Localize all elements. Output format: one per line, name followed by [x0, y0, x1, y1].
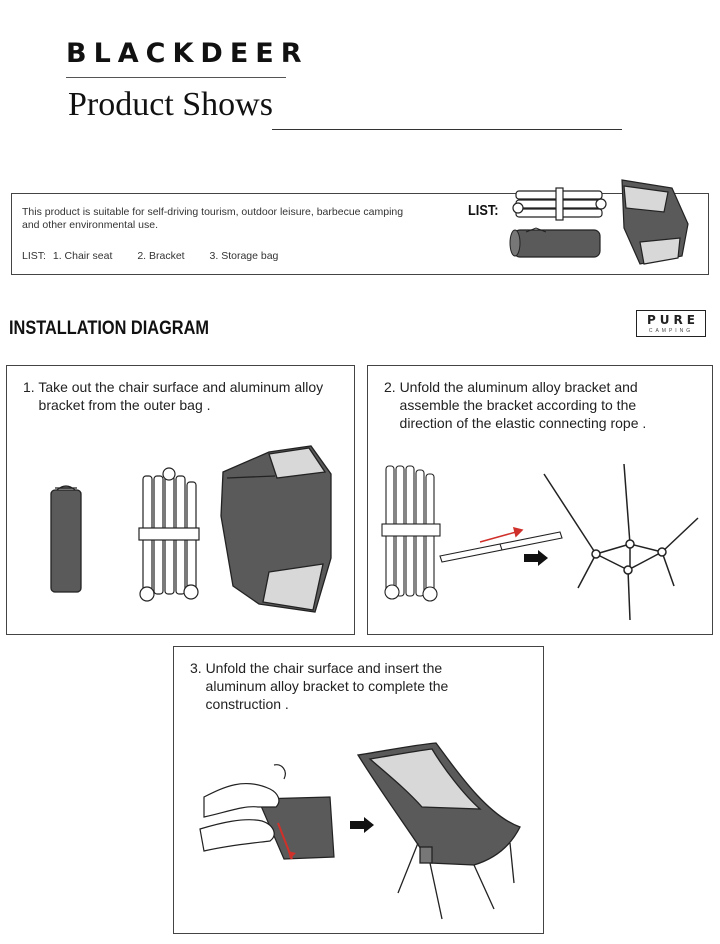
step-2-illustration — [368, 366, 714, 636]
folded-bracket-icon — [513, 188, 606, 220]
step-1-illustration — [7, 366, 356, 636]
package-illustration — [12, 194, 710, 276]
chair-seat-icon — [622, 180, 688, 264]
step-1-line-2: bracket from the outer bag . — [23, 397, 211, 413]
installation-title: INSTALLATION DIAGRAM — [9, 318, 209, 339]
chair-seat-icon — [221, 446, 331, 612]
folded-bracket-icon — [139, 468, 199, 601]
assembled-frame-icon — [544, 464, 698, 620]
next-step-arrow-icon — [524, 550, 548, 566]
step-3-line-2: aluminum alloy bracket to complete the — [190, 678, 449, 694]
step-1-panel — [6, 365, 355, 635]
storage-bag-icon — [510, 228, 600, 257]
step-2-line-2: assemble the bracket according to the — [384, 397, 637, 413]
page-title: Product Shows — [68, 86, 273, 123]
storage-bag-icon — [51, 486, 81, 592]
step-1-line-1: 1. Take out the chair surface and aluminum alloy — [23, 379, 324, 395]
step-3-illustration — [174, 647, 545, 935]
next-step-arrow-icon — [350, 817, 374, 833]
step-2-panel — [367, 365, 713, 635]
step-2-line-3: direction of the elastic connecting rope . — [384, 415, 647, 431]
pure-camping-badge — [636, 310, 706, 337]
badge-sub: CAMPING — [648, 328, 694, 334]
list-label: LIST: — [22, 250, 46, 262]
step-2-line-1: 2. Unfold the aluminum alloy bracket and — [384, 379, 638, 395]
step-3-line-1: 3. Unfold the chair surface and insert the — [190, 660, 443, 676]
direction-arrow-red-icon — [480, 528, 522, 542]
brand-underline — [66, 77, 286, 78]
completed-chair-icon — [358, 743, 520, 919]
description-line-2: and other environmental use. — [22, 219, 159, 231]
list-item-chair-seat: 1. Chair seat — [52, 250, 113, 262]
folded-bracket-icon — [382, 466, 440, 601]
description-line-1: This product is suitable for self-driving tourism, outdoor leisure, barbecue camping — [22, 206, 404, 218]
step-3-panel — [173, 646, 544, 934]
badge-main: PURE — [647, 313, 699, 327]
list-tag: LIST: — [468, 202, 499, 219]
title-underline — [272, 129, 622, 130]
brand-logo: BLACKDEER — [66, 38, 309, 69]
product-info-box — [11, 193, 709, 275]
list-item-bracket: 2. Bracket — [137, 250, 185, 262]
step-3-line-3: construction . — [190, 696, 289, 712]
hands-inserting-icon — [200, 765, 334, 859]
list-item-storage-bag: 3. Storage bag — [209, 250, 279, 262]
